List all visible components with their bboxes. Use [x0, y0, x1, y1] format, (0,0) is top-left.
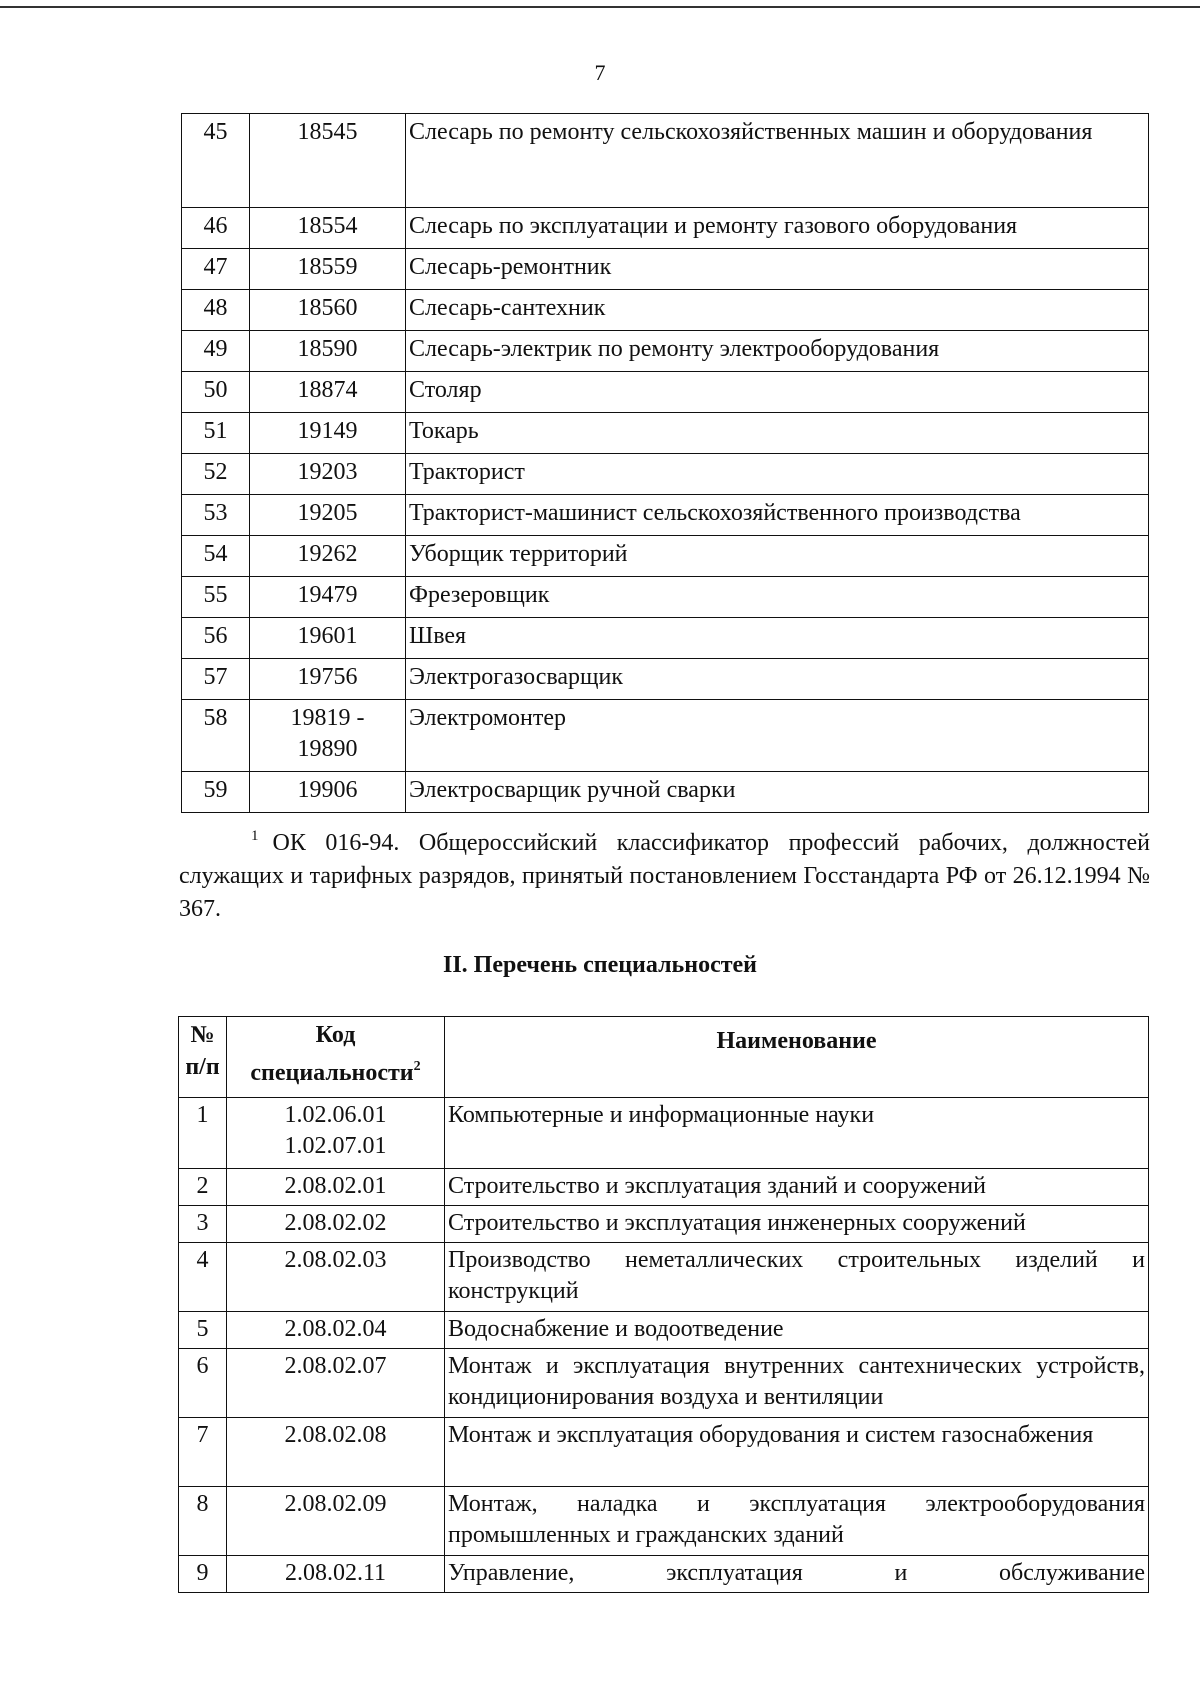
table-row	[182, 536, 1149, 577]
table-row	[182, 249, 1149, 290]
profession-name: Слесарь-электрик по ремонту электрооборудования	[406, 331, 1149, 372]
profession-code	[250, 700, 406, 772]
profession-code: 19906	[250, 772, 406, 813]
row-number: 57	[182, 659, 250, 700]
table-row	[179, 1487, 1149, 1556]
specialty-code: 2.08.02.09	[227, 1487, 445, 1556]
specialty-name: Монтаж и эксплуатация внутренних сантехнических устройств, кондиционирования воздуха и вентиляции	[445, 1349, 1149, 1418]
row-number: 50	[182, 372, 250, 413]
profession-code: 18560	[250, 290, 406, 331]
specialty-code: 2.08.02.03	[227, 1243, 445, 1312]
specialty-code-line2: 1.02.07.01	[284, 1133, 387, 1159]
profession-name: Слесарь-ремонтник	[406, 249, 1149, 290]
header-num-line2: п/п	[185, 1054, 220, 1080]
profession-name: Электрогазосварщик	[406, 659, 1149, 700]
scan-edge-line	[0, 6, 1200, 8]
profession-name: Электромонтер	[406, 700, 1149, 772]
row-number: 9	[179, 1556, 227, 1593]
profession-name: Слесарь по ремонту сельскохозяйственных машин и оборудования	[406, 114, 1149, 208]
specialty-code	[227, 1098, 445, 1169]
specialty-name: Монтаж, наладка и эксплуатация электрооборудования промышленных и гражданских зданий	[445, 1487, 1149, 1556]
row-number: 56	[182, 618, 250, 659]
row-number: 3	[179, 1206, 227, 1243]
profession-code: 19262	[250, 536, 406, 577]
row-number: 8	[179, 1487, 227, 1556]
profession-code: 18554	[250, 208, 406, 249]
table-row	[179, 1349, 1149, 1418]
table-row	[182, 290, 1149, 331]
header-code-line2	[227, 1051, 444, 1089]
header-num-line1: №	[190, 1022, 215, 1048]
profession-code: 19601	[250, 618, 406, 659]
header-code-text: специальности	[250, 1060, 414, 1086]
table-row	[182, 700, 1149, 772]
table-row	[179, 1243, 1149, 1312]
section-title: II. Перечень специальностей	[442, 952, 757, 978]
table-row	[182, 208, 1149, 249]
profession-name: Столяр	[406, 372, 1149, 413]
profession-code: 18590	[250, 331, 406, 372]
code-range-end: 19890	[297, 736, 358, 762]
profession-name: Швея	[406, 618, 1149, 659]
row-number: 53	[182, 495, 250, 536]
profession-name: Тракторист-машинист сельскохозяйственного производства	[406, 495, 1149, 536]
row-number: 48	[182, 290, 250, 331]
table-row	[179, 1098, 1149, 1169]
specialty-name: Компьютерные и информационные науки	[445, 1098, 1149, 1169]
table-row	[182, 454, 1149, 495]
table-row	[182, 372, 1149, 413]
specialty-code: 2.08.02.07	[227, 1349, 445, 1418]
specialty-code: 2.08.02.08	[227, 1418, 445, 1487]
profession-name: Электросварщик ручной сварки	[406, 772, 1149, 813]
row-number: 2	[179, 1169, 227, 1206]
specialty-code: 2.08.02.04	[227, 1312, 445, 1349]
footnote-marker: 1	[251, 828, 259, 844]
code-range-start: 19819 -	[290, 705, 365, 731]
specialty-code: 2.08.02.01	[227, 1169, 445, 1206]
row-number: 55	[182, 577, 250, 618]
footnote	[179, 820, 1150, 926]
specialty-name: Производство неметаллических строительных изделий и конструкций	[445, 1243, 1149, 1312]
column-header-number	[179, 1017, 227, 1098]
specialty-name: Строительство и эксплуатация зданий и сооружений	[445, 1169, 1149, 1206]
specialty-name: Управление, эксплуатация и обслуживание	[445, 1556, 1149, 1593]
table-row	[182, 331, 1149, 372]
table-row	[179, 1418, 1149, 1487]
table-row	[182, 577, 1149, 618]
footnote-text	[179, 820, 1150, 926]
table-row	[182, 659, 1149, 700]
profession-name: Уборщик территорий	[406, 536, 1149, 577]
table-row	[179, 1556, 1149, 1593]
table-row	[179, 1169, 1149, 1206]
profession-name: Тракторист	[406, 454, 1149, 495]
specialty-code: 2.08.02.02	[227, 1206, 445, 1243]
profession-name: Фрезеровщик	[406, 577, 1149, 618]
row-number: 5	[179, 1312, 227, 1349]
footnote-body: ОК 016-94. Общероссийский классификатор профессий рабочих, должностей служащих и тарифных разрядов, принятый постановлением Госстандарта РФ от 26.12.1994 № 367.	[179, 830, 1150, 922]
table-row	[182, 618, 1149, 659]
table-row	[182, 413, 1149, 454]
specialty-code: 2.08.02.11	[227, 1556, 445, 1593]
row-number: 7	[179, 1418, 227, 1487]
profession-code: 19205	[250, 495, 406, 536]
specialty-name: Монтаж и эксплуатация оборудования и систем газоснабжения	[445, 1418, 1149, 1487]
row-number: 59	[182, 772, 250, 813]
row-number: 52	[182, 454, 250, 495]
row-number: 47	[182, 249, 250, 290]
row-number: 46	[182, 208, 250, 249]
page-number: 7	[594, 60, 606, 85]
column-header-name: Наименование	[445, 1017, 1149, 1098]
table-row	[179, 1312, 1149, 1349]
profession-code: 19756	[250, 659, 406, 700]
specialties-table	[178, 1016, 1149, 1593]
professions-table	[181, 113, 1149, 813]
specialty-code-line1: 1.02.06.01	[284, 1102, 387, 1128]
row-number: 1	[179, 1098, 227, 1169]
table-row	[182, 772, 1149, 813]
profession-code: 19149	[250, 413, 406, 454]
table-row	[182, 114, 1149, 208]
table-header-row	[179, 1017, 1149, 1098]
profession-code: 19479	[250, 577, 406, 618]
table-row	[179, 1206, 1149, 1243]
row-number: 45	[182, 114, 250, 208]
header-code-line1: Код	[315, 1022, 356, 1048]
row-number: 51	[182, 413, 250, 454]
column-header-code	[227, 1017, 445, 1098]
specialty-name: Водоснабжение и водоотведение	[445, 1312, 1149, 1349]
footnote-marker: 2	[413, 1059, 421, 1074]
profession-name: Токарь	[406, 413, 1149, 454]
table-row	[182, 495, 1149, 536]
profession-code: 18545	[250, 114, 406, 208]
specialty-name: Строительство и эксплуатация инженерных сооружений	[445, 1206, 1149, 1243]
row-number: 4	[179, 1243, 227, 1312]
row-number: 54	[182, 536, 250, 577]
profession-code: 19203	[250, 454, 406, 495]
profession-name: Слесарь по эксплуатации и ремонту газового оборудования	[406, 208, 1149, 249]
row-number: 6	[179, 1349, 227, 1418]
profession-name: Слесарь-сантехник	[406, 290, 1149, 331]
row-number: 49	[182, 331, 250, 372]
row-number: 58	[182, 700, 250, 772]
profession-code: 18874	[250, 372, 406, 413]
profession-code: 18559	[250, 249, 406, 290]
